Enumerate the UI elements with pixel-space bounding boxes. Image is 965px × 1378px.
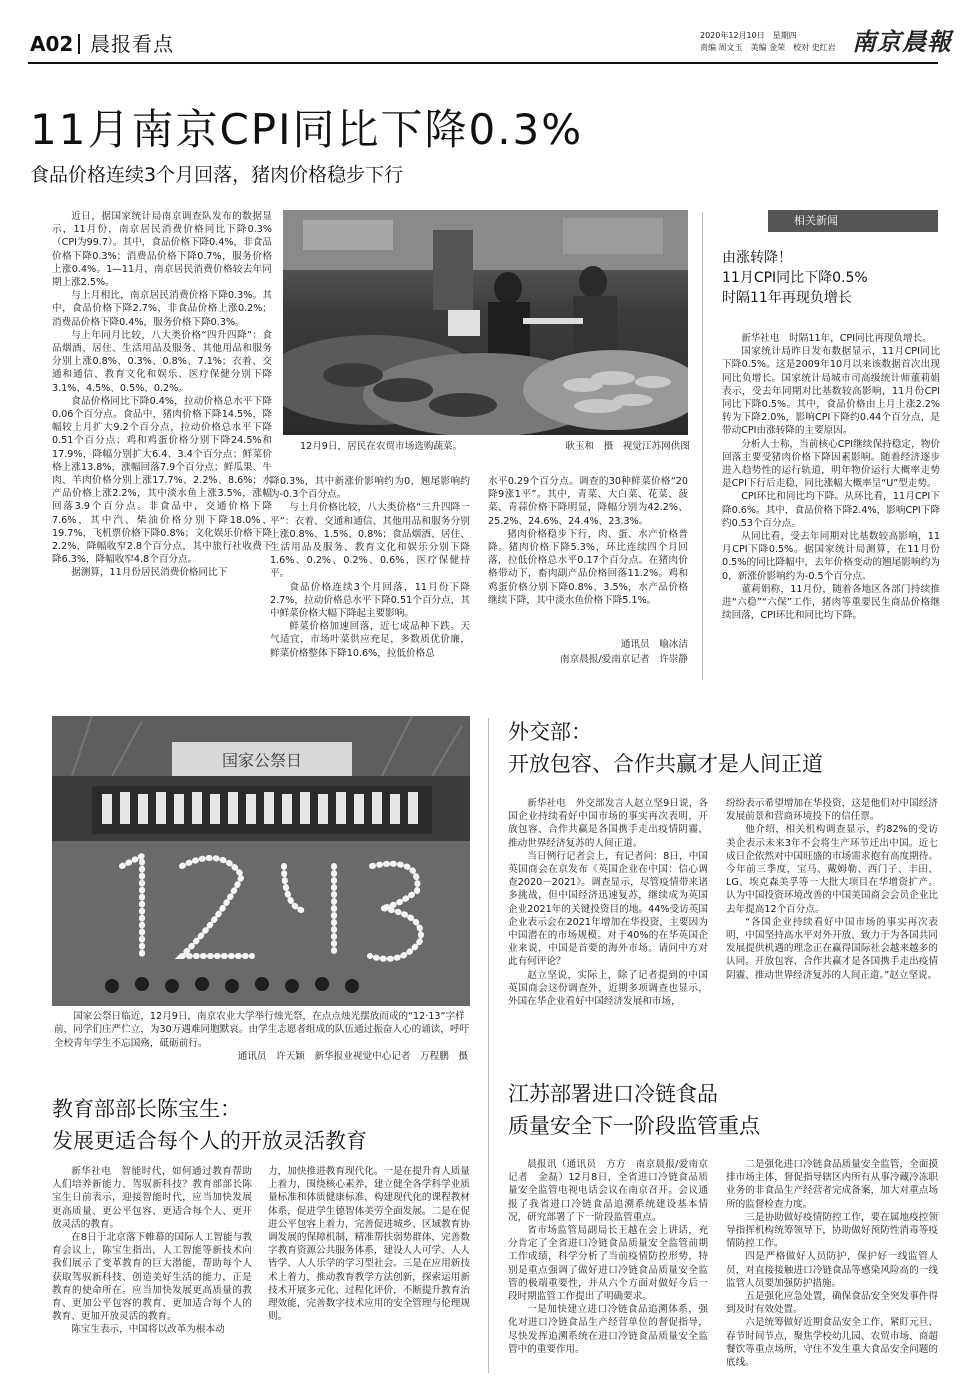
main-byline-reporter: 南京晨报/爱南京记者 许崇静: [560, 654, 688, 665]
coldchain-c1-p3: 一是加快建立进口冷链食品追溯体系，强化对进口冷链食品生产经营单位的督促指导，尽快发挥追溯系统在进口冷链食品质量安全监管中的重要作用。: [508, 1304, 708, 1355]
header-date: 2020年12月10日 星期四: [700, 31, 797, 40]
coldchain-c2-p2: 三是协助做好疫情防控工作，要在属地疫控领导指挥机构统筹领导下，协助做好预防性消毒等疫情防控工作。: [726, 1211, 938, 1250]
section-name: 晨报看点: [90, 32, 174, 56]
main-c1-p3: 与上年同月比较，八大类价格“四升四降”：食品烟酒、居住、生活用品及服务、其他用品和服务分别上涨0.8%、0.3%、0.8%、7.1%；衣着、交通和通信、教育文化和娱乐、医疗保健分别下降3.1%、4.5%、0.5%、0.2%。: [52, 329, 272, 394]
main-byline-correspondent: 通讯员 喻冰洁: [620, 639, 688, 650]
coldchain-c1-p2: 省市场监管局副局长王越在会上讲话，充分肯定了全省进口冷链食品质量安全监管前期工作成绩，科学分析了当前疫情防控形势，特别是重点强调了做好进口冷链食品质量安全监管的极端重要性，并从六个方面对做好今后一段时期监管工作提出了明确要求。: [508, 1225, 708, 1303]
education-headline-line-2: 发展更适合每个人的开放灵活教育: [52, 1129, 367, 1153]
foreign-c1-p1: 新华社电 外交部发言人赵立坚9日说，各国企业持续看好中国市场的事实再次表明，开放包容、合作共赢是各国携手走出疫情阴霾、推动世界经济复苏的人间正道。: [508, 798, 708, 849]
coldchain-headline-line-2: 质量安全下一阶段监管重点: [508, 1114, 760, 1138]
main-column-1: [52, 210, 272, 670]
paper-name-logo: 南京晨報: [852, 27, 952, 56]
main-c2-p4: 鲜菜价格加速回落，近七成品种下跌。天气适宜，市场叶菜供应充足，多数质优价廉，鲜菜价格整体下降10.6%，拉低价格总: [270, 621, 470, 659]
foreign-headline-line-2: 开放包容、合作共赢才是人间正道: [508, 752, 823, 776]
market-scene-illustration: [283, 210, 688, 435]
education-headline: [52, 1093, 482, 1157]
lower-divider: [488, 718, 489, 1373]
main-column-2: [270, 475, 470, 675]
main-subtitle: 食品价格连续3个月回落，猪肉价格稳步下行: [30, 164, 404, 186]
coldchain-c2-p5: 六是统筹做好近期食品安全工作，紧盯元旦、春节时间节点，聚焦学校幼儿园、农贸市场、商超餐饮等重点场所，守住不发生重大食品安全问题的底线。: [726, 1317, 938, 1369]
page-header: [0, 0, 965, 64]
related-news-tag: 相关新闻: [768, 210, 938, 232]
sidebar-headline-line-1: 由涨转降！: [722, 250, 792, 266]
sidebar-p3: 分析人士称，当前核心CPI继续保持稳定，物价回落主要受猪肉价格下降因素影响。随着经济逐步进入趋势性的运行轨道，明年物价运行大概率走势是CPI下行后走稳，同比涨幅大概率呈“U”型走势。: [722, 438, 940, 490]
main-c2-p3: 食品价格连续3个月回落，11月份下降2.7%，拉动价格总水平下降0.51个百分点，其中鲜菜价格大幅下降起主要影响。: [270, 581, 470, 620]
foreign-c2-p3: “各国企业持续看好中国市场的事实再次表明，中国坚持高水平对外开放、致力于为各国共同发展提供机遇的理念正在赢得国际社会越来越多的认同。开放包容、合作共赢才是各国携手走出疫情阴霾、推动世界经济复苏的人间正道。”赵立坚说。: [726, 916, 938, 981]
candlelight-vigil-illustration: [52, 716, 470, 1006]
main-c2-p1: 降0.3%，其中新涨价影响约为0，翘尾影响约为-0.3个百分点。: [270, 476, 470, 501]
main-c1-p5: 据测算，11月份居民消费价格同比下: [71, 567, 228, 579]
sidebar-headline: [722, 248, 942, 308]
coldchain-c2-p4: 五是强化应急处置，确保食品安全突发事件得到及时有效处置。: [726, 1291, 938, 1316]
coldchain-c1-p1: 晨报讯（通讯员 方方 南京晨报/爱南京记者 金磊）12月8日，全省进口冷链食品质量安全监管电视电话会议在南京召开。会议通报了我省进口冷链食品追溯系统建设基本情况，研究部署了下一阶段监管重点。: [508, 1159, 708, 1223]
header-divider: [78, 34, 80, 54]
market-photo-credit: 耿玉和 摄 视觉江苏网供图: [565, 441, 690, 452]
memorial-photo-credit: 通讯员 许天颖 新华报业视觉中心记者 万程鹏 摄: [237, 1051, 468, 1062]
education-c1-p3: 陈宝生表示，中国将以改革为根本动: [71, 1324, 225, 1336]
education-column-2: [268, 1165, 470, 1373]
main-column-3: [488, 475, 688, 635]
memorial-photo-caption: 国家公祭日临近，12月9日，南京农业大学举行烛光祭，在点点烛光摆放而成的“12·13”字样前，同学们庄严伫立，为30万遇难同胞默哀。由学生志愿者组成的队伍通过振奋人心的诵读，呼吁全校青年学生不忘国殇，砥砺前行。: [54, 1011, 470, 1049]
sidebar-p1: 新华社电 时隔11年，CPI同比再现负增长。: [741, 333, 932, 344]
memorial-banner-text: 国家公祭日: [221, 751, 303, 770]
main-c1-p4: 食品价格同比下降0.4%，拉动价格总水平下降0.06个百分点。食品中，猪肉价格下降14.5%，降幅较上月扩大9.2个百分点，拉动价格总水平下降0.51个百分点；鸡和鸡蛋价格分别下降24.5%和17.9%，降幅分别扩大6.4、3.4个百分点；鲜菜价格上涨13.8%，涨幅回落7.9个百分点；鲜瓜果、牛肉、羊肉价格分别上涨17.7%、2.2%、8.6%；水产品价格上涨2.2%，其中淡水鱼上涨3.5%，涨幅回落3.9个百分点。非食品中，交通价格下降7.6%，其中汽、柴油价格分别下降18.0%、19.7%，飞机票价格下降0.8%；文化娱乐价格下降2.2%，降幅收窄2.8个百分点，其中旅行社收费下降6.3%，降幅收窄4.8个百分点。: [52, 395, 272, 566]
coldchain-column-2: [726, 1158, 938, 1373]
main-c1-p1: 近日，据国家统计局南京调查队发布的数据显示，11月份，南京居民消费价格同比下降0.3%（CPI为99.7）。其中，食品价格下降0.4%，非食品价格下降0.3%；消费品价格下降0.7%，服务价格上涨0.4%。1—11月，南京居民消费价格较去年同期上涨2.5%。: [52, 211, 272, 289]
education-headline-line-1: 教育部部长陈宝生：: [52, 1097, 241, 1121]
main-headline: 11月南京CPI同比下降0.3%: [30, 105, 584, 154]
sidebar-divider: [702, 212, 703, 680]
memorial-photo: [52, 716, 470, 1006]
education-c1-p1: 新华社电 智能时代，如何通过教育帮助人们培养新能力、驾驭新科技？教育部部长陈宝生日前表示，迎接智能时代，应当加快发展更高质量、更公平包容、更适合每个人、更开放灵活的教育。: [52, 1166, 252, 1230]
market-photo: [283, 210, 688, 435]
main-c3-p2: 猪肉价格稳步下行，肉、蛋、水产价格普降。猪肉价格下降5.3%，环比连续四个月回落，拉低价格总水平0.17个百分点。在猪肉价格带动下，畜肉副产品价格回落11.2%。鸡和鸡蛋价格分别下降0.8%、3.5%，水产品价格继续下降，其中淡水鱼价格下降5.1%。: [488, 528, 688, 606]
sidebar-headline-line-3: 时隔11年再现负增长: [722, 290, 852, 306]
sidebar-p4: CPI环比和同比均下降。从环比看，11月CPI下降0.6%。其中，食品价格下降2.4%，影响CPI下降约0.53个百分点。: [722, 491, 940, 529]
education-column-1: [52, 1165, 252, 1373]
foreign-c1-p3: 赵立坚说，实际上，除了记者提到的中国英国商会这份调查外，近期多项调查也显示，外国在华企业看好中国经济发展和市场，: [508, 969, 708, 1008]
sidebar-headline-line-2: 11月CPI同比下降0.5%: [722, 270, 868, 286]
market-photo-caption: 12月9日，居民在农贸市场选购蔬菜。: [300, 441, 463, 452]
foreign-c2-p2: 他介绍，相关机构调查显示，约82%的受访美企表示未来3年不会将生产环节迁出中国。近七成日企依然对中国旺盛的市场需求抱有高度期待。今年前三季度，宝马、戴姆勒、西门子、丰田、LG、埃克森美孚等一大批大项目在华增资扩产。认为中国投资环境改善的中国美国商会会员企业比去年提高12个百分点。: [726, 824, 938, 915]
main-c2-p2: 与上月价格比较，八大类价格“三升四降一平”：衣着、交通和通信、其他用品和服务分别上涨0.8%、1.5%、0.8%；食品烟酒、居住、生活用品及服务、教育文化和娱乐分别下降1.6%、0.2%、0.2%、0.6%，医疗保健持平。: [270, 502, 470, 580]
foreign-headline: [508, 716, 938, 780]
foreign-c2-p1: 纷纷表示希望增加在华投资，这是他们对中国经济发展前景和营商环境投下的信任票。: [726, 798, 938, 823]
coldchain-headline: [508, 1078, 938, 1142]
foreign-column-2: [726, 797, 938, 1047]
sidebar-p5: 从同比看，受去年同期对比基数较高影响，11月CPI下降0.5%。据国家统计局测算，在11月份0.5%的同比降幅中，去年价格变动的翘尾影响约为0，新涨价影响约为-0.5个百分点。: [722, 531, 940, 582]
foreign-c1-p2: 当日例行记者会上，有记者问：8日，中国英国商会在京发布《英国企业在中国：信心调查2020－2021》。调查显示，尽管疫情带来诸多挑战，但中国经济迅速复苏，继续成为英国企业2021年的关键投资目的地。44%受访英国企业表示会在2021年增加在华投资，主要因为中国潜在的市场规模。对于40%的在华英国企业来说，中国是首要的海外市场。请问中方对此有何评论？: [508, 850, 708, 968]
foreign-headline-line-1: 外交部：: [508, 720, 592, 744]
coldchain-headline-line-1: 江苏部署进口冷链食品: [508, 1082, 718, 1106]
foreign-column-1: [508, 797, 708, 1047]
header-editors: 责编 周文玉 美编 金荣 校对 史红岩: [700, 43, 836, 52]
page-number: A02: [30, 32, 74, 56]
sidebar-p6: 董莉娟称，11月份，随着各地区各部门持续推进“六稳”“六保”工作，猪肉等重要民生商品价格继续回落，CPI环比和同比均下降。: [722, 583, 940, 622]
sidebar-body: [722, 332, 940, 680]
coldchain-column-1: [508, 1158, 708, 1373]
coldchain-c2-p1: 二是强化进口冷链食品质量安全监管，全面摸排市场主体，督促指导辖区内所有从事冷藏冷冻职业务的非食品生产经营者完成备案，加大对重点场所的监督检查力度。: [726, 1159, 938, 1210]
sidebar-p2: 国家统计局昨日发布数据显示，11月CPI同比下降0.5%。这是2009年10月以来该数据首次出现同比负增长。国家统计局城市司高级统计师董莉娟表示，受去年同期对比基数较高影响，11月份CPI同比下降0.5%。其中，食品价格由上月上涨2.2%转为下降2.0%，影响CPI下降约0.44个百分点，是带动CPI由涨转降的主要原因。: [722, 346, 940, 437]
education-c2-p1: 力，加快推进教育现代化。一是在提升育人质量上着力，围绕核心素养，建立健全各学科学业质量标准和体质健康标准，构建现代化的课程教材体系，促进学生德智体美劳全面发展。二是在促进公平包容上着力，完善促进城乡、区域教育协调发展的保障机制，精准帮扶弱势群体，完善数字教育资源公共服务体系，建设人人可学、人人皆学、人人乐学的学习型社会。三是在应用新技术上着力，推动教育教学方法创新，探索运用新技术开展多元化、过程化评价，不断提升教育治理效能，完善数字技术应用的安全管理与伦理规则。: [268, 1166, 470, 1323]
coldchain-c2-p3: 四是严格做好人员防护，保护好一线监管人员，对直接接触进口冷链食品等感染风险高的一线监管人员要加强防护措施。: [726, 1251, 938, 1289]
education-c1-p2: 在8日于北京落下帷幕的国际人工智能与教育会议上，陈宝生指出，人工智能等新技术向我们展示了变革教育的巨大潜能，帮助每个人获取驾驭新科技、创造美好生活的能力，正是教育的使命所在。应当加快发展更高质量的教育、更加公平包容的教育、更加适合每个人的教育、更加开放灵活的教育。: [52, 1232, 252, 1323]
header-rule: [28, 62, 938, 64]
main-c3-p1: 水平0.29个百分点。调查的30种鲜菜价格“20降9涨1平”。其中，青菜、大白菜、花菜、菠菜、青蒜价格下降明显，降幅分别为42.2%、25.2%、24.6%、24.4%、23.3%。: [488, 476, 688, 527]
main-c1-p2: 与上月相比，南京居民消费价格下降0.3%。其中，食品价格下降2.7%，非食品价格上涨0.2%；消费品价格下降0.4%，服务价格下降0.3%。: [52, 290, 272, 328]
